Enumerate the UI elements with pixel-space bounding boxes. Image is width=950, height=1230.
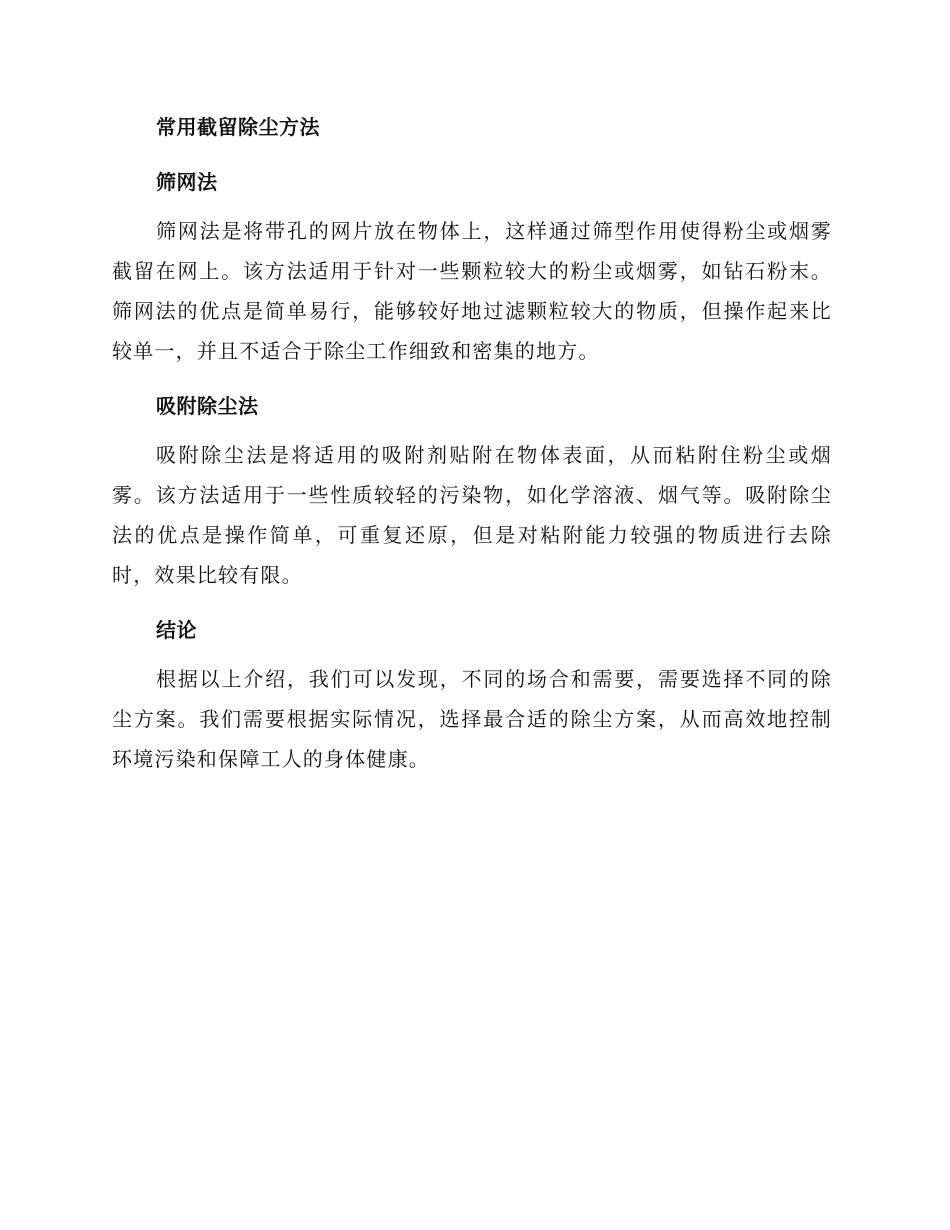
document-title: 常用截留除尘方法 — [156, 115, 320, 139]
section-body-conclusion: 根据以上介绍，我们可以发现，不同的场合和需要，需要选择不同的除尘方案。我们需要根据实际情况，选择最合适的除尘方案，从而高效地控制环境污染和保障工人的身体健康。 — [112, 667, 832, 771]
document-content — [112, 111, 832, 779]
section-body-adsorption: 吸附除尘法是将适用的吸附剂贴附在物体表面，从而粘附住粉尘或烟雾。该方法适用于一些性质较轻的污染物，如化学溶液、烟气等。吸附除尘法的优点是操作简单，可重复还原，但是对粘附能力较强的物质进行去除时，效果比较有限。 — [112, 443, 832, 587]
section-heading-conclusion: 结论 — [156, 618, 197, 642]
section-heading-sieve: 筛网法 — [156, 170, 218, 194]
section-body-sieve: 筛网法是将带孔的网片放在物体上，这样通过筛型作用使得粉尘或烟雾截留在网上。该方法适用于针对一些颗粒较大的粉尘或烟雾，如钻石粉末。筛网法的优点是简单易行，能够较好地过滤颗粒较大的物质，但操作起来比较单一，并且不适合于除尘工作细致和密集的地方。 — [112, 219, 832, 363]
section-heading-adsorption: 吸附除尘法 — [156, 394, 259, 418]
